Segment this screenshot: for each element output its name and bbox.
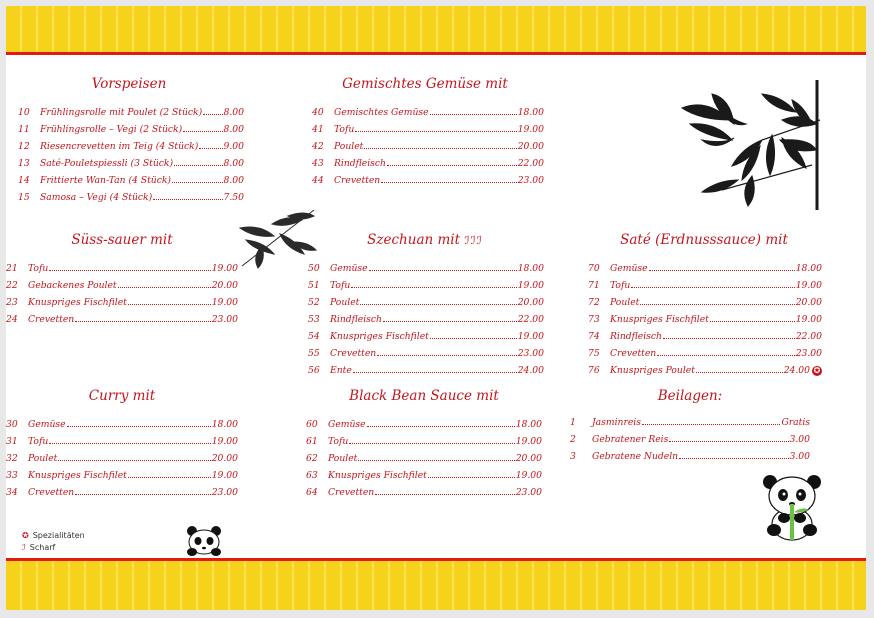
item-name: Crevetten xyxy=(610,348,657,359)
item-number: 60 xyxy=(306,419,318,430)
item-price: 3.00 xyxy=(789,434,810,445)
leader-dots xyxy=(351,287,516,288)
item-price: 19.00 xyxy=(211,470,238,481)
leader-dots xyxy=(369,270,517,271)
item-price: 18.00 xyxy=(515,419,542,430)
item-name: Knuspriges Fischfilet xyxy=(330,331,429,342)
section-title: Vorspeisen xyxy=(91,76,167,92)
item-name: Poulet xyxy=(610,297,640,308)
leader-dots xyxy=(183,131,222,132)
item-name: Rindfleisch xyxy=(330,314,382,325)
item-name: Frühlingsrolle – Vegi (2 Stück) xyxy=(40,124,183,135)
item-price: Gratis xyxy=(781,417,810,428)
menu-item xyxy=(306,450,542,467)
menu-item xyxy=(588,345,822,362)
leader-dots xyxy=(710,321,795,322)
menu-item xyxy=(6,467,238,484)
item-number: 70 xyxy=(588,263,600,274)
item-number: 14 xyxy=(18,175,30,186)
leader-dots xyxy=(383,321,517,322)
leader-dots xyxy=(349,443,514,444)
section-title: Black Bean Sauce mit xyxy=(349,388,499,404)
menu-item xyxy=(6,277,238,294)
top-banner xyxy=(6,6,866,55)
item-price: 19.00 xyxy=(517,124,544,135)
section-black-bean xyxy=(306,388,542,501)
item-price: 19.00 xyxy=(517,280,544,291)
menu-item xyxy=(6,484,238,501)
item-name: Crevetten xyxy=(28,314,75,325)
section-vorspeisen xyxy=(14,76,244,206)
item-price: 20.00 xyxy=(211,453,238,464)
item-price: 8.00 xyxy=(223,107,244,118)
special-star-icon: ✪ xyxy=(22,531,29,540)
menu-item xyxy=(312,138,544,155)
leader-dots xyxy=(67,426,211,427)
item-price: 3.00 xyxy=(789,451,810,462)
item-number: 62 xyxy=(306,453,318,464)
menu-item xyxy=(306,416,542,433)
section-beilagen xyxy=(570,388,810,465)
item-price: 18.00 xyxy=(517,263,544,274)
item-name: Frühlingsrolle mit Poulet (2 Stück) xyxy=(40,107,203,118)
menu-item xyxy=(6,294,238,311)
item-price: 20.00 xyxy=(517,297,544,308)
section-suess-sauer xyxy=(6,232,238,328)
item-name: Tofu xyxy=(334,124,355,135)
leader-dots xyxy=(696,372,783,373)
leader-dots xyxy=(642,424,781,425)
item-price: 23.00 xyxy=(211,487,238,498)
legend-special xyxy=(22,530,85,542)
leader-dots xyxy=(375,494,514,495)
item-name: Poulet xyxy=(328,453,358,464)
menu-item xyxy=(308,345,544,362)
item-price: 23.00 xyxy=(517,175,544,186)
item-name: Knuspriges Fischfilet xyxy=(328,470,427,481)
item-name: Crevetten xyxy=(28,487,75,498)
item-price: 19.00 xyxy=(211,297,238,308)
item-number: 56 xyxy=(308,365,320,376)
leader-dots xyxy=(649,270,795,271)
section-title: Süss-sauer mit xyxy=(71,232,173,248)
item-price: 19.00 xyxy=(515,470,542,481)
item-number: 31 xyxy=(6,436,18,447)
leader-dots xyxy=(367,426,515,427)
item-number: 34 xyxy=(6,487,18,498)
legend-special-label: Spezialitäten xyxy=(32,531,85,540)
item-name: Tofu xyxy=(328,436,349,447)
section-szechuan xyxy=(306,232,544,379)
item-number: 11 xyxy=(18,124,30,135)
item-price: 18.00 xyxy=(795,263,822,274)
item-name: Tofu xyxy=(28,263,49,274)
menu-item xyxy=(588,362,822,379)
leader-dots xyxy=(355,131,516,132)
item-price: 19.00 xyxy=(515,436,542,447)
menu-item xyxy=(18,155,244,172)
item-number: 3 xyxy=(570,451,576,462)
item-number: 63 xyxy=(306,470,318,481)
leader-dots xyxy=(428,477,515,478)
leader-dots xyxy=(75,321,210,322)
legend-spicy xyxy=(22,542,85,554)
item-name: Gemüse xyxy=(28,419,66,430)
item-number: 55 xyxy=(308,348,320,359)
item-price: 7.50 xyxy=(223,192,244,203)
item-price: 18.00 xyxy=(517,107,544,118)
leader-dots xyxy=(128,477,211,478)
leader-dots xyxy=(358,460,514,461)
item-price: 23.00 xyxy=(515,487,542,498)
special-star-icon: ✪ xyxy=(813,366,821,375)
menu-item xyxy=(6,260,238,277)
panda-illustration-small xyxy=(184,524,224,556)
menu-item xyxy=(6,433,238,450)
item-price: 20.00 xyxy=(517,141,544,152)
item-number: 24 xyxy=(6,314,18,325)
menu-item xyxy=(570,431,810,448)
item-price: 20.00 xyxy=(795,297,822,308)
section-title: Beilagen: xyxy=(657,388,723,404)
item-price: 8.00 xyxy=(223,158,244,169)
item-price: 19.00 xyxy=(211,436,238,447)
menu-item xyxy=(18,189,244,206)
leader-dots xyxy=(174,165,222,166)
leader-dots xyxy=(203,114,222,115)
item-price: 22.00 xyxy=(517,314,544,325)
item-number: 72 xyxy=(588,297,600,308)
leader-dots xyxy=(353,372,517,373)
item-name: Crevetten xyxy=(334,175,381,186)
item-name: Poulet xyxy=(330,297,360,308)
item-name: Crevetten xyxy=(328,487,375,498)
menu-item xyxy=(306,433,542,450)
item-number: 21 xyxy=(6,263,18,274)
item-price: 18.00 xyxy=(211,419,238,430)
item-price: 19.00 xyxy=(211,263,238,274)
item-number: 30 xyxy=(6,419,18,430)
item-name: Riesencrevetten im Teig (4 Stück) xyxy=(40,141,199,152)
item-price: 19.00 xyxy=(795,280,822,291)
menu-item xyxy=(6,450,238,467)
item-name: Jasminreis xyxy=(592,417,641,428)
menu-item xyxy=(308,294,544,311)
chili-icons: ℐℐℐ xyxy=(464,234,483,247)
item-name: Gemüse xyxy=(610,263,648,274)
item-price: 20.00 xyxy=(515,453,542,464)
leader-dots xyxy=(199,148,222,149)
item-number: 43 xyxy=(312,158,324,169)
menu-item xyxy=(312,104,544,121)
section-title-text: Szechuan mit xyxy=(367,232,461,248)
leader-dots xyxy=(679,458,788,459)
item-name: Gemüse xyxy=(328,419,366,430)
menu-item xyxy=(308,311,544,328)
item-number: 73 xyxy=(588,314,600,325)
menu-item xyxy=(308,260,544,277)
item-number: 44 xyxy=(312,175,324,186)
leader-dots xyxy=(49,270,210,271)
leader-dots xyxy=(640,304,794,305)
menu-item xyxy=(308,328,544,345)
leader-dots xyxy=(377,355,516,356)
leader-dots xyxy=(58,460,210,461)
menu-item xyxy=(18,172,244,189)
leader-dots xyxy=(360,304,516,305)
menu-item xyxy=(588,311,822,328)
item-name: Poulet xyxy=(28,453,58,464)
item-number: 23 xyxy=(6,297,18,308)
leader-dots xyxy=(128,304,211,305)
menu-item xyxy=(570,414,810,431)
section-title: Saté (Erdnusssauce) mit xyxy=(620,232,788,248)
item-number: 54 xyxy=(308,331,320,342)
menu-item xyxy=(306,467,542,484)
leader-dots xyxy=(49,443,210,444)
item-price: 23.00 xyxy=(795,348,822,359)
item-number: 61 xyxy=(306,436,318,447)
menu-item xyxy=(6,311,238,328)
item-number: 71 xyxy=(588,280,600,291)
section-title xyxy=(306,232,544,248)
item-name: Gebackenes Poulet xyxy=(28,280,117,291)
item-number: 51 xyxy=(308,280,320,291)
item-number: 64 xyxy=(306,487,318,498)
item-number: 1 xyxy=(570,417,576,428)
menu-item xyxy=(588,294,822,311)
leader-dots xyxy=(75,494,210,495)
menu-item xyxy=(306,484,542,501)
leader-dots xyxy=(631,287,794,288)
item-number: 74 xyxy=(588,331,600,342)
item-price: 24.00 xyxy=(783,365,810,376)
section-curry xyxy=(6,388,238,501)
menu-item xyxy=(18,121,244,138)
item-name: Tofu xyxy=(330,280,351,291)
item-price: 23.00 xyxy=(517,348,544,359)
item-number: 15 xyxy=(18,192,30,203)
item-name: Knuspriges Fischfilet xyxy=(28,470,127,481)
leader-dots xyxy=(364,148,516,149)
menu-item xyxy=(570,448,810,465)
menu-item xyxy=(588,260,822,277)
leader-dots xyxy=(172,182,223,183)
item-number: 13 xyxy=(18,158,30,169)
item-number: 76 xyxy=(588,365,600,376)
leader-dots xyxy=(669,441,788,442)
item-price: 19.00 xyxy=(795,314,822,325)
item-price: 8.00 xyxy=(223,175,244,186)
menu-item xyxy=(312,155,544,172)
item-name: Samosa – Vegi (4 Stück) xyxy=(40,192,153,203)
item-name: Tofu xyxy=(610,280,631,291)
leader-dots xyxy=(118,287,211,288)
item-number: 52 xyxy=(308,297,320,308)
menu-item xyxy=(312,172,544,189)
item-number: 2 xyxy=(570,434,576,445)
item-name: Gebratener Reis xyxy=(592,434,669,445)
menu-item xyxy=(308,362,544,379)
leader-dots xyxy=(657,355,794,356)
item-price: 8.00 xyxy=(223,124,244,135)
legend-spicy-label: Scharf xyxy=(29,543,56,552)
item-number: 75 xyxy=(588,348,600,359)
item-name: Saté-Pouletspiessli (3 Stück) xyxy=(40,158,174,169)
item-number: 22 xyxy=(6,280,18,291)
item-number: 40 xyxy=(312,107,324,118)
item-number: 32 xyxy=(6,453,18,464)
section-title: Curry mit xyxy=(88,388,156,404)
item-name: Knuspriges Poulet xyxy=(610,365,695,376)
item-price: 24.00 xyxy=(517,365,544,376)
item-name: Frittierte Wan-Tan (4 Stück) xyxy=(40,175,172,186)
item-name: Ente xyxy=(330,365,352,376)
item-name: Poulet xyxy=(334,141,364,152)
chili-icon: ℐ xyxy=(22,543,26,552)
menu-item xyxy=(6,416,238,433)
section-title: Gemischtes Gemüse mit xyxy=(342,76,508,92)
leader-dots xyxy=(430,338,517,339)
legend xyxy=(22,530,85,554)
section-gemischtes-gemuese xyxy=(306,76,544,189)
item-name: Rindfleisch xyxy=(610,331,662,342)
item-number: 53 xyxy=(308,314,320,325)
menu-item xyxy=(312,121,544,138)
item-price: 23.00 xyxy=(211,314,238,325)
panda-illustration-large xyxy=(754,468,830,542)
menu-item xyxy=(18,104,244,121)
item-name: Knuspriges Fischfilet xyxy=(610,314,709,325)
item-price: 19.00 xyxy=(517,331,544,342)
item-number: 42 xyxy=(312,141,324,152)
menu-item xyxy=(588,328,822,345)
menu-page xyxy=(6,6,866,610)
item-name: Tofu xyxy=(28,436,49,447)
item-name: Gemüse xyxy=(330,263,368,274)
item-name: Rindfleisch xyxy=(334,158,386,169)
item-name: Gemischtes Gemüse xyxy=(334,107,429,118)
item-price: 22.00 xyxy=(517,158,544,169)
leader-dots xyxy=(153,199,222,200)
item-name: Gebratene Nudeln xyxy=(592,451,679,462)
leader-dots xyxy=(387,165,517,166)
bottom-banner xyxy=(6,558,866,610)
item-number: 33 xyxy=(6,470,18,481)
menu-item xyxy=(588,277,822,294)
bamboo-illustration-large xyxy=(662,80,822,210)
item-number: 12 xyxy=(18,141,30,152)
menu-item xyxy=(308,277,544,294)
item-name: Crevetten xyxy=(330,348,377,359)
item-number: 41 xyxy=(312,124,324,135)
item-price: 9.00 xyxy=(223,141,244,152)
item-price: 22.00 xyxy=(795,331,822,342)
item-number: 50 xyxy=(308,263,320,274)
section-sate xyxy=(586,232,822,379)
leader-dots xyxy=(430,114,517,115)
item-number: 10 xyxy=(18,107,30,118)
item-name: Knuspriges Fischfilet xyxy=(28,297,127,308)
item-price: 20.00 xyxy=(211,280,238,291)
leader-dots xyxy=(663,338,795,339)
menu-item xyxy=(18,138,244,155)
leader-dots xyxy=(381,182,516,183)
